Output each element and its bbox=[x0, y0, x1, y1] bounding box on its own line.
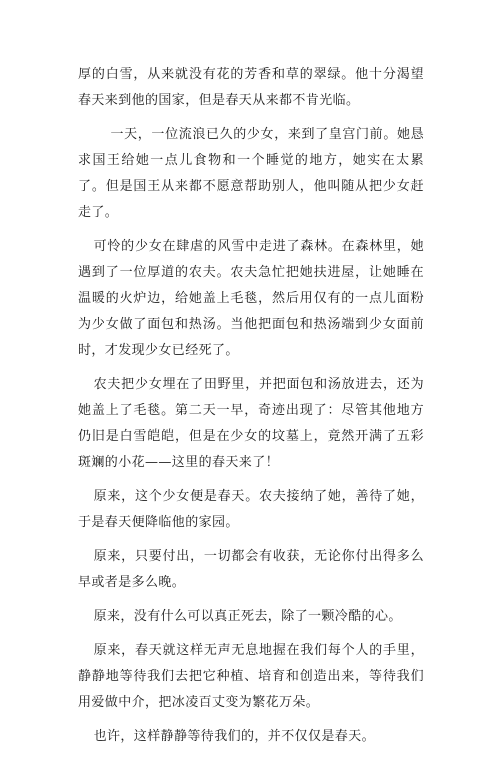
paragraph-3: 可怜的少女在肆虐的风雪中走进了森林。在森林里，她遇到了一位厚道的农夫。农夫急忙把她扶进屋，让她睡在温暖的火炉边，给她盖上毛毯，然后用仅有的一点儿面粉为少女做了面包和热汤。当他把面包和热汤端到少女面前时，才发现少女已经死了。 bbox=[78, 239, 424, 358]
paragraph-6: 原来，只要付出，一切都会有收获，无论你付出得多么早或者是多么晚。 bbox=[78, 549, 424, 590]
paragraph-4: 农夫把少女埋在了田野里，并把面包和汤放进去，还为她盖上了毛毯。第二天一早，奇迹出现了：尽管其他地方仍旧是白雪皑皑，但是在少女的坟墓上，竟然开满了五彩斑斓的小花——这里的春天来了！ bbox=[78, 377, 424, 470]
paragraph-7: 原来，没有什么可以真正死去，除了一颗冷酷的心。 bbox=[93, 609, 402, 624]
paragraph-9: 也许，这样静静等待我们的，并不仅仅是春天。 bbox=[93, 729, 375, 744]
paragraph-8: 原来，春天就这样无声无息地握在我们每个人的手里，静静地等待我们去把它种植、培育和创造出来，等待我们用爱做中介，把冰凌百丈变为繁花万朵。 bbox=[78, 643, 424, 710]
paragraph-5: 原来，这个少女便是春天。农夫接纳了她，善待了她，于是春天便降临他的家园。 bbox=[78, 489, 424, 530]
paragraph-1: 厚的白雪，从来就没有花的芳香和草的翠绿。他十分渴望春天来到他的国家，但是春天从来都不肯光临。 bbox=[78, 67, 424, 108]
article-body bbox=[78, 62, 424, 758]
paragraph-2: 一天，一位流浪已久的少女，来到了皇宫门前。她恳求国王给她一点儿食物和一个睡觉的地方，她实在太累了。但是国王从来都不愿意帮助别人，他叫随从把少女赶走了。 bbox=[78, 127, 424, 220]
